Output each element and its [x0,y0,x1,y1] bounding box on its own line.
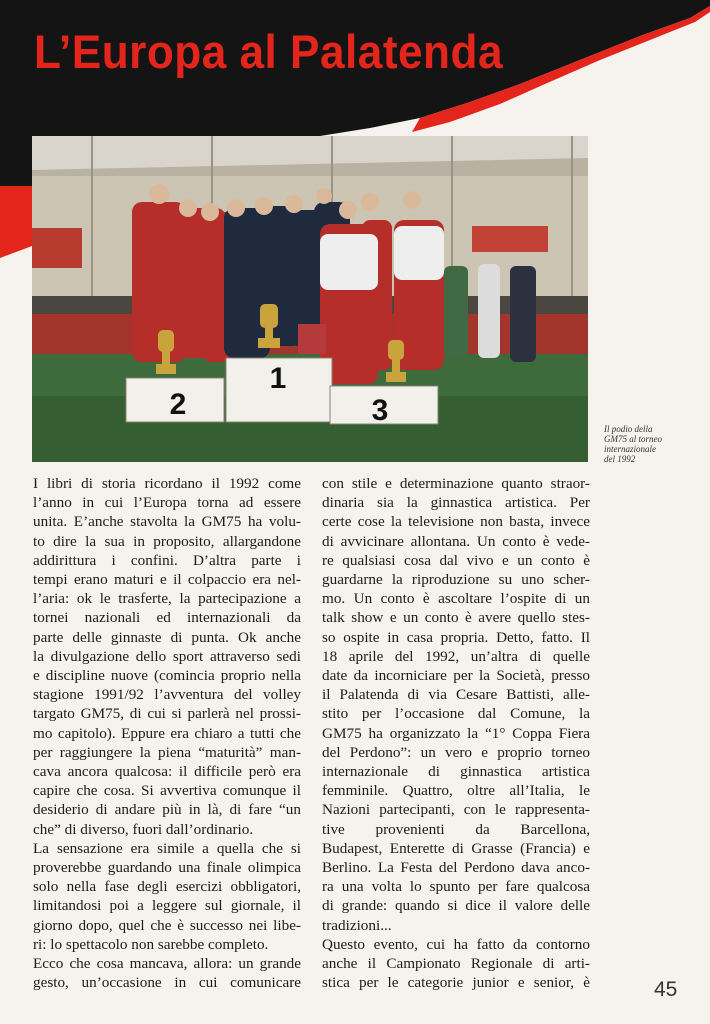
text-line: Berlino. La Festa del Perdono dava anco- [322,859,590,877]
text-line: e discipline nuove (comincia proprio nella [33,667,301,685]
caption-line: internazionale [604,444,656,454]
text-line: parte delle ginnaste di punta. Ok anche [33,628,301,646]
text-line: Questo evento, cui ha fatto da contorno [322,935,590,953]
text-line: tornei nazionali ed internazionali da [33,609,301,627]
text-line: GM75 ha organizzato la “1° Coppa Fiera [322,724,590,742]
text-line: date da incorniciare per la Società, presso [322,667,590,685]
page-number: 45 [654,978,678,1001]
text-line: l’aria: ok le trasferte, la partecipazione a [33,590,301,608]
caption-line: GM75 al torneo [604,434,662,444]
text-line: tive provenienti da Barcellona, [322,820,590,838]
text-line: Ecco che cosa mancava, allora: un grande [33,955,301,973]
text-line: certe cose la televisione non basta, invece [322,513,590,531]
podium-label-third: 3 [371,394,389,427]
article-column-right [322,474,590,992]
text-line: tempi erano maturi e il colpaccio era nel- [33,571,301,589]
text-line: to dire la sua in proposito, allargandone [33,532,301,550]
text-line: cava ancora qualcosa: il difficile però era [33,763,301,781]
text-line: desiderio di andare più in là, di fare “un [33,801,301,819]
text-line: ra una volta lo spunto per fare qualcosa [322,878,590,896]
article-column-left [33,474,301,992]
text-line: gesto, un’occasione in cui comunicare [33,974,301,992]
text-line: stagione 1991/92 l’avventura del volley [33,686,301,704]
text-line: 18 aprile del 1992, un’altra di quelle [322,647,590,665]
text-line: internazionale di ginnastica artistica [322,763,590,781]
text-line: re qualsiasi cosa dal vivo e un conto è [322,551,590,569]
page-title: L’Europa al Palatenda [34,25,504,78]
text-line: unita. E’anche stavolta la GM75 ha volu- [33,513,301,531]
text-line: di avvicinare allontana. Un conto è vede- [322,532,590,550]
text-line: con stile e determinazione quanto straor- [322,475,590,492]
podium-label-second: 2 [169,388,187,421]
text-line: tradizioni... [322,916,392,934]
text-line: di grande: quando si dice il valore delle [322,897,590,915]
text-line: limitandosi poi a leggere sul giornale, il [33,897,301,915]
caption-line: del 1992 [604,454,636,464]
text-line: talk show e un conto è avere quello stes- [322,609,590,627]
text-line: Budapest, Enterette di Grasse (Francia) e [322,839,590,857]
text-line: per raggiungere la piena “maturità” man- [33,743,301,761]
text-line: targato GM75, di cui si parlerà nel prossi- [33,705,301,723]
text-line: capire che cosa. Si avvertiva comunque il [33,782,301,800]
text-line: stica per le categorie junior e senior, è [322,974,590,992]
text-line: che” di diverso, fuori dall’ordinario. [33,820,254,838]
text-line: guardarne la riproduzione su uno scher- [322,571,590,589]
text-line: stito per l’occasione dal Comune, la [322,705,590,723]
podium-photo [32,136,588,462]
photo-caption [604,424,694,464]
text-line: addirittura i confini. D’altra parte i [33,551,301,569]
text-line: mo. Un conto è ascoltare l’ospite di un [322,590,590,608]
text-line: so ospite in casa propria. Detto, fatto. Il [322,628,590,646]
text-line: la divulgazione dello sport attraverso sedi [33,647,301,665]
text-line: La sensazione era simile a quella che si [33,839,301,857]
text-line: solo nella fase degli esercizi obbligatori, [33,878,301,896]
text-line: ri: lo spettacolo non sarebbe completo. [33,935,269,953]
text-line: l’anno in cui l’Europa torna ad essere [33,494,301,512]
text-line: dinaria sia la ginnastica artistica. Per [322,494,590,512]
text-line: il Palatenda di via Cesare Battisti, alle- [322,686,590,704]
text-line: proverebbe guardando una finale olimpica [33,859,301,877]
text-line: I libri di storia ricordano il 1992 come [33,475,301,492]
text-line: del Perdono”: un vero e proprio torneo [322,743,590,761]
podium-label-first: 1 [269,362,287,395]
text-line: Nazioni partecipanti, con le rappresenta- [322,801,590,819]
text-line: mo capitolo). Eppure era chiaro a tutti che [33,724,301,742]
text-line: femminile. Quattro, oltre all’Italia, le [322,782,590,800]
text-line: anche il Campionato Regionale di arti- [322,955,590,973]
text-line: giorno dopo, quel che è successo nei libe- [33,916,301,934]
caption-line: Il podio della [604,424,653,434]
